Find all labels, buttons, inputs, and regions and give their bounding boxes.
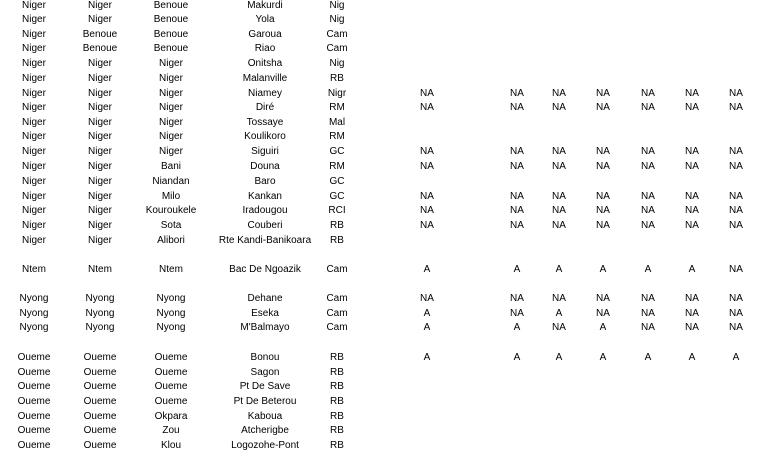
cell-station: Couberi: [247, 220, 283, 231]
cell-sub-basin: Oueme: [83, 381, 117, 392]
cell-station: Eseka: [251, 308, 279, 319]
cell-value-5: NA: [641, 220, 655, 231]
cell-station: Sagon: [250, 367, 280, 378]
cell-value-2: NA: [510, 308, 524, 319]
cell-country: RB: [330, 367, 344, 378]
cell-country: Nig: [329, 0, 345, 11]
cell-basin: Oueme: [17, 381, 51, 392]
cell-basin: Niger: [22, 58, 46, 69]
cell-value-5: NA: [641, 205, 655, 216]
cell-sub-basin: Niger: [88, 117, 112, 128]
cell-value-7: NA: [729, 102, 743, 113]
cell-station: Logozohe-Pont: [231, 440, 299, 451]
cell-country: RB: [330, 425, 344, 436]
cell-river: Oueme: [154, 381, 188, 392]
cell-station: Kankan: [248, 191, 282, 202]
cell-basin: Oueme: [17, 367, 51, 378]
cell-station: Rte Kandi-Banikoara: [218, 235, 312, 246]
cell-basin: Nyong: [19, 308, 49, 319]
cell-value-7: NA: [729, 220, 743, 231]
cell-basin: Niger: [22, 14, 46, 25]
cell-value-6: NA: [685, 220, 699, 231]
cell-value-6: NA: [685, 88, 699, 99]
cell-sub-basin: Oueme: [83, 425, 117, 436]
cell-river: Niger: [159, 131, 183, 142]
cell-basin: Niger: [22, 235, 46, 246]
cell-sub-basin: Oueme: [83, 411, 117, 422]
cell-river: Ntem: [159, 264, 183, 275]
cell-river: Benoue: [153, 29, 189, 40]
cell-station: M'Balmayo: [240, 322, 290, 333]
cell-value-6: NA: [685, 146, 699, 157]
cell-station: Pt De Beterou: [233, 396, 297, 407]
cell-value-2: A: [513, 322, 521, 333]
cell-river: Zou: [162, 425, 180, 436]
cell-country: Cam: [326, 264, 348, 275]
cell-station: Niamey: [248, 88, 282, 99]
cell-value-2: NA: [510, 88, 524, 99]
cell-basin: Niger: [22, 43, 46, 54]
cell-sub-basin: Nyong: [85, 293, 115, 304]
cell-value-4: NA: [596, 220, 610, 231]
cell-sub-basin: Oueme: [83, 367, 117, 378]
cell-value-6: A: [688, 352, 696, 363]
cell-station: Kaboua: [247, 411, 283, 422]
cell-value-3: NA: [552, 88, 566, 99]
cell-country: Nig: [329, 58, 345, 69]
cell-river: Klou: [160, 440, 182, 451]
cell-country: Nig: [329, 14, 345, 25]
cell-value-7: NA: [729, 264, 743, 275]
cell-basin: Niger: [22, 176, 46, 187]
cell-country: RCI: [328, 205, 346, 216]
cell-basin: Oueme: [17, 396, 51, 407]
cell-country: GC: [329, 146, 345, 157]
cell-value-5: NA: [641, 88, 655, 99]
cell-value-4: NA: [596, 293, 610, 304]
cell-basin: Niger: [22, 102, 46, 113]
cell-value-2: NA: [510, 191, 524, 202]
cell-value-5: NA: [641, 102, 655, 113]
cell-river: Niger: [159, 73, 183, 84]
cell-country: GC: [329, 191, 345, 202]
cell-sub-basin: Niger: [88, 0, 112, 11]
cell-value-3: NA: [552, 191, 566, 202]
cell-value-1: NA: [420, 146, 434, 157]
cell-station: Baro: [254, 176, 276, 187]
cell-value-3: A: [555, 264, 563, 275]
cell-river: Sota: [160, 220, 182, 231]
cell-river: Niger: [159, 117, 183, 128]
cell-value-5: A: [644, 352, 652, 363]
cell-sub-basin: Niger: [88, 102, 112, 113]
cell-country: Cam: [326, 293, 348, 304]
cell-river: Bani: [160, 161, 182, 172]
cell-value-7: A: [732, 352, 740, 363]
cell-station: Atcherigbe: [241, 425, 289, 436]
cell-basin: Niger: [22, 131, 46, 142]
cell-country: Cam: [326, 29, 348, 40]
cell-value-2: NA: [510, 220, 524, 231]
cell-country: RM: [329, 161, 345, 172]
cell-value-1: A: [423, 264, 431, 275]
cell-station: Pt De Save: [239, 381, 291, 392]
cell-basin: Oueme: [17, 411, 51, 422]
cell-country: GC: [329, 176, 345, 187]
cell-value-6: NA: [685, 161, 699, 172]
cell-station: Makurdi: [247, 0, 283, 11]
cell-country: RB: [330, 73, 344, 84]
cell-value-4: A: [599, 322, 607, 333]
cell-value-7: NA: [729, 322, 743, 333]
cell-sub-basin: Niger: [88, 161, 112, 172]
cell-station: Koulikoro: [244, 131, 286, 142]
cell-basin: Oueme: [17, 425, 51, 436]
cell-value-7: NA: [729, 161, 743, 172]
cell-station: Malanville: [242, 73, 288, 84]
cell-value-6: NA: [685, 322, 699, 333]
cell-sub-basin: Benoue: [82, 29, 118, 40]
cell-basin: Niger: [22, 117, 46, 128]
cell-sub-basin: Ntem: [88, 264, 112, 275]
cell-value-7: NA: [729, 88, 743, 99]
cell-sub-basin: Niger: [88, 191, 112, 202]
cell-value-1: NA: [420, 205, 434, 216]
cell-station: Garoua: [248, 29, 282, 40]
cell-country: RB: [330, 352, 344, 363]
cell-station: Diré: [255, 102, 275, 113]
cell-value-3: NA: [552, 205, 566, 216]
cell-basin: Niger: [22, 161, 46, 172]
cell-country: Cam: [326, 322, 348, 333]
cell-river: Niger: [159, 146, 183, 157]
cell-value-3: NA: [552, 161, 566, 172]
cell-basin: Ntem: [22, 264, 46, 275]
cell-sub-basin: Oueme: [83, 352, 117, 363]
cell-value-4: A: [599, 264, 607, 275]
cell-river: Benoue: [153, 14, 189, 25]
cell-station: Dehane: [247, 293, 283, 304]
cell-value-7: NA: [729, 308, 743, 319]
cell-sub-basin: Niger: [88, 146, 112, 157]
cell-river: Milo: [161, 191, 181, 202]
cell-value-3: NA: [552, 146, 566, 157]
cell-value-1: NA: [420, 88, 434, 99]
cell-value-1: NA: [420, 293, 434, 304]
cell-value-3: NA: [552, 293, 566, 304]
cell-river: Oueme: [154, 367, 188, 378]
cell-country: RM: [329, 102, 345, 113]
cell-station: Yola: [255, 14, 275, 25]
cell-value-2: NA: [510, 205, 524, 216]
cell-value-2: A: [513, 264, 521, 275]
cell-river: Niandan: [152, 176, 190, 187]
cell-country: Cam: [326, 43, 348, 54]
cell-value-6: NA: [685, 293, 699, 304]
cell-value-6: NA: [685, 308, 699, 319]
cell-river: Nyong: [156, 308, 186, 319]
cell-value-2: NA: [510, 146, 524, 157]
cell-value-2: NA: [510, 102, 524, 113]
cell-value-6: A: [688, 264, 696, 275]
cell-country: Nigr: [327, 88, 347, 99]
cell-sub-basin: Niger: [88, 73, 112, 84]
cell-river: Benoue: [153, 43, 189, 54]
cell-sub-basin: Niger: [88, 235, 112, 246]
cell-station: Riao: [254, 43, 276, 54]
cell-sub-basin: Niger: [88, 220, 112, 231]
cell-river: Alibori: [157, 235, 185, 246]
cell-value-1: NA: [420, 102, 434, 113]
cell-river: Nyong: [156, 322, 186, 333]
cell-value-5: NA: [641, 161, 655, 172]
cell-value-4: NA: [596, 146, 610, 157]
cell-value-2: NA: [510, 293, 524, 304]
cell-basin: Niger: [22, 29, 46, 40]
cell-basin: Niger: [22, 205, 46, 216]
cell-river: Benoue: [153, 0, 189, 11]
cell-basin: Niger: [22, 73, 46, 84]
cell-sub-basin: Oueme: [83, 440, 117, 451]
cell-sub-basin: Niger: [88, 205, 112, 216]
cell-value-6: NA: [685, 191, 699, 202]
cell-station: Bonou: [250, 352, 280, 363]
cell-value-4: NA: [596, 205, 610, 216]
cell-value-5: NA: [641, 191, 655, 202]
cell-basin: Nyong: [19, 322, 49, 333]
cell-river: Nyong: [156, 293, 186, 304]
cell-value-4: NA: [596, 88, 610, 99]
cell-basin: Niger: [22, 220, 46, 231]
cell-station: Douna: [250, 161, 280, 172]
cell-station: Onitsha: [247, 58, 283, 69]
cell-sub-basin: Oueme: [83, 396, 117, 407]
cell-country: RB: [330, 440, 344, 451]
cell-river: Niger: [159, 88, 183, 99]
cell-value-7: NA: [729, 146, 743, 157]
cell-value-2: A: [513, 352, 521, 363]
cell-value-5: NA: [641, 308, 655, 319]
cell-country: RB: [330, 411, 344, 422]
cell-basin: Niger: [22, 146, 46, 157]
cell-country: RB: [330, 220, 344, 231]
cell-basin: Nyong: [19, 293, 49, 304]
cell-value-1: NA: [420, 161, 434, 172]
cell-country: RB: [330, 381, 344, 392]
cell-value-4: NA: [596, 161, 610, 172]
cell-value-3: A: [555, 352, 563, 363]
cell-value-5: A: [644, 264, 652, 275]
cell-value-6: NA: [685, 205, 699, 216]
cell-value-1: NA: [420, 220, 434, 231]
cell-value-1: NA: [420, 191, 434, 202]
cell-value-4: NA: [596, 191, 610, 202]
cell-station: Bac De Ngoazik: [229, 264, 301, 275]
cell-country: RM: [329, 131, 345, 142]
cell-country: RB: [330, 235, 344, 246]
cell-value-5: NA: [641, 146, 655, 157]
cell-river: Oueme: [154, 396, 188, 407]
cell-country: Mal: [328, 117, 346, 128]
cell-value-5: NA: [641, 322, 655, 333]
cell-station: Tossaye: [246, 117, 284, 128]
cell-station: Iradougou: [242, 205, 288, 216]
cell-value-4: A: [599, 352, 607, 363]
cell-value-7: NA: [729, 293, 743, 304]
cell-value-3: NA: [552, 220, 566, 231]
cell-station: Siguiri: [251, 146, 279, 157]
cell-river: Okpara: [154, 411, 188, 422]
cell-value-5: NA: [641, 293, 655, 304]
cell-river: Kouroukele: [145, 205, 197, 216]
cell-value-1: A: [423, 308, 431, 319]
cell-sub-basin: Benoue: [82, 43, 118, 54]
cell-value-1: A: [423, 352, 431, 363]
cell-value-4: NA: [596, 308, 610, 319]
cell-basin: Oueme: [17, 440, 51, 451]
cell-value-4: NA: [596, 102, 610, 113]
cell-sub-basin: Niger: [88, 131, 112, 142]
cell-country: Cam: [326, 308, 348, 319]
cell-sub-basin: Nyong: [85, 308, 115, 319]
cell-value-1: A: [423, 322, 431, 333]
cell-basin: Niger: [22, 88, 46, 99]
cell-sub-basin: Niger: [88, 58, 112, 69]
cell-value-7: NA: [729, 191, 743, 202]
cell-sub-basin: Niger: [88, 176, 112, 187]
cell-value-7: NA: [729, 205, 743, 216]
cell-sub-basin: Niger: [88, 88, 112, 99]
cell-river: Niger: [159, 58, 183, 69]
cell-value-2: NA: [510, 161, 524, 172]
cell-river: Niger: [159, 102, 183, 113]
cell-value-3: NA: [552, 322, 566, 333]
cell-basin: Niger: [22, 0, 46, 11]
cell-value-3: NA: [552, 102, 566, 113]
cell-river: Oueme: [154, 352, 188, 363]
cell-basin: Oueme: [17, 352, 51, 363]
cell-value-6: NA: [685, 102, 699, 113]
cell-basin: Niger: [22, 191, 46, 202]
cell-sub-basin: Niger: [88, 14, 112, 25]
cell-country: RB: [330, 396, 344, 407]
cell-sub-basin: Nyong: [85, 322, 115, 333]
cell-value-3: A: [555, 308, 563, 319]
